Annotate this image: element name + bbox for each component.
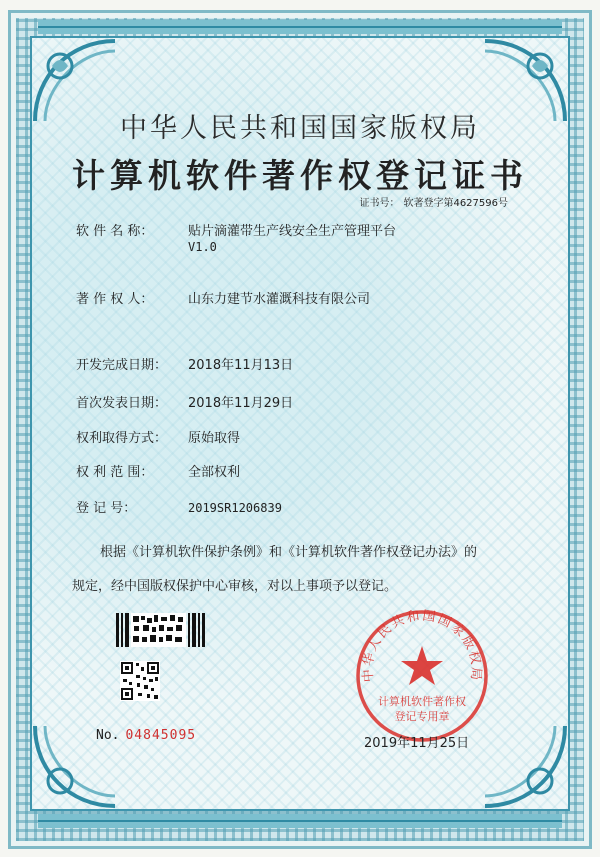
acquire-row (76, 427, 240, 446)
pub-date-label: 首次发表日期： (76, 396, 168, 411)
seal-ring-text: 中华人民共和国国家版权局 (360, 608, 484, 683)
certificate-number (355, 194, 508, 209)
registration-label: 登 记 号： (76, 501, 137, 516)
dev-date-value: 2018年11月13日 (188, 358, 294, 373)
serial-number (96, 728, 196, 743)
registration-value: 2019SR1206839 (188, 501, 282, 515)
owner-value: 山东力建节水灌溉科技有限公司 (188, 292, 371, 307)
scope-row (76, 461, 240, 480)
acquire-value: 原始取得 (188, 431, 241, 446)
owner-label: 著 作 权 人： (76, 292, 154, 307)
certificate-number-value: 软著登字第4627596号 (403, 198, 508, 209)
dev-date-label: 开发完成日期： (76, 358, 168, 373)
scope-label: 权 利 范 围： (76, 465, 154, 480)
software-name-label: 软 件 名 称： (76, 224, 154, 239)
dev-date-row (76, 354, 293, 373)
statement-line-2: 规定，经中国版权保护中心审核，对以上事项予以登记。 (72, 579, 398, 594)
certificate-title: 计算机软件著作权登记证书 (72, 156, 528, 195)
qr-code-icon (120, 661, 160, 701)
owner-row (76, 288, 370, 307)
serial-number-label: No. (96, 728, 120, 743)
pub-date-value: 2018年11月29日 (188, 396, 294, 411)
serial-number-value: 04845095 (125, 728, 197, 743)
software-name-row (76, 220, 396, 239)
bottom-right-ornament-icon (480, 721, 570, 811)
registration-row (76, 497, 282, 516)
barcode-icon (116, 613, 206, 647)
issue-date: 2019年11月25日 (364, 736, 470, 751)
scope-value: 全部权利 (188, 465, 241, 480)
certificate-number-label: 证书号： (359, 198, 400, 209)
pub-date-row (76, 392, 293, 411)
seal-line-1: 计算机软件著作权 (378, 695, 466, 708)
issuer-title: 中华人民共和国国家版权局 (120, 113, 480, 144)
official-seal-icon (352, 606, 492, 746)
top-greek-key-border (38, 20, 562, 34)
software-name-value: 贴片滴灌带生产线安全生产管理平台 (188, 224, 397, 239)
seal-line-2: 登记专用章 (394, 710, 450, 723)
software-version: V1.0 (188, 240, 217, 254)
statement-line-1: 根据《计算机软件保护条例》和《计算机软件著作权登记办法》的 (100, 545, 478, 560)
acquire-label: 权利取得方式： (76, 431, 168, 446)
bottom-greek-key-border (38, 814, 562, 828)
